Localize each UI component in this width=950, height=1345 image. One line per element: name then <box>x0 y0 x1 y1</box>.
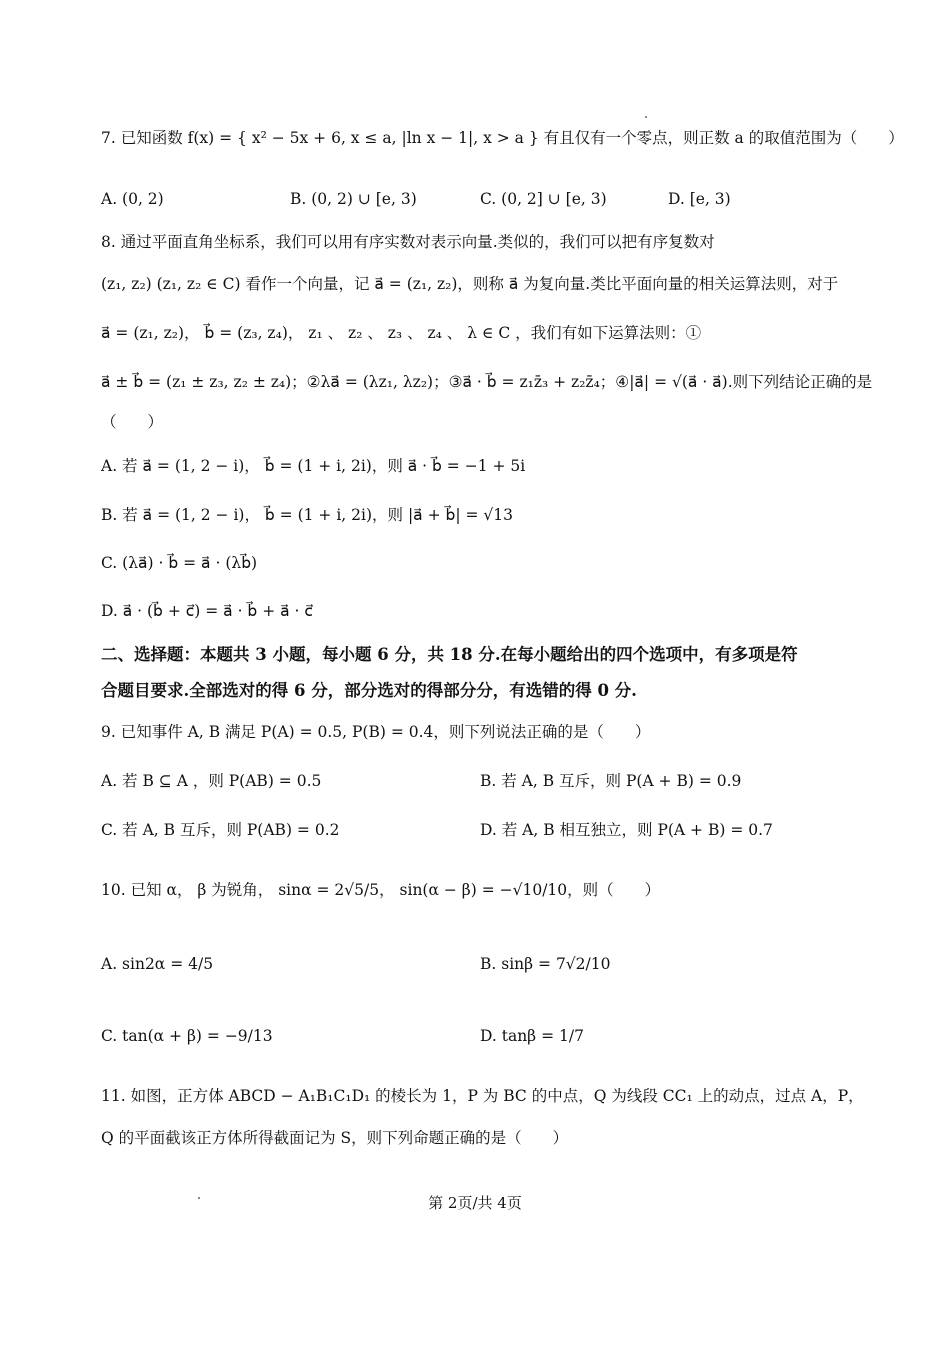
q10-option-a: A. sin2α = 4/5 <box>101 955 214 973</box>
q8-stem-line1: 8. 通过平面直角坐标系，我们可以用有序实数对表示向量.类似的，我们可以把有序复数对 <box>101 233 715 251</box>
q9-option-b: B. 若 A, B 互斥，则 P(A + B) = 0.9 <box>480 772 742 790</box>
stray-dot <box>645 116 647 118</box>
q10-stem: 10. 已知 α， β 为锐角， sinα = 2√5/5， sin(α − β) = −√10/10，则（ ） <box>101 881 661 899</box>
page-footer: 第 2页/共 4页 <box>428 1194 522 1212</box>
section2-heading-line2: 合题目要求.全部选对的得 6 分，部分选对的得部分分，有选错的得 0 分. <box>101 681 637 700</box>
q7-option-a: A. (0, 2) <box>101 190 164 208</box>
q8-stem-line3: a⃗ = (z₁, z₂)， b⃗ = (z₃, z₄)， z₁ 、 z₂ 、 z₃ 、 z₄ 、 λ ∈ C ，我们有如下运算法则：① <box>101 324 702 342</box>
q7-option-c: C. (0, 2] ∪ [e, 3) <box>480 190 607 208</box>
q10-option-b: B. sinβ = 7√2/10 <box>480 955 611 973</box>
section2-heading-line1: 二、选择题：本题共 3 小题，每小题 6 分，共 18 分.在每小题给出的四个选项中，有多项是符 <box>101 645 798 664</box>
q9-stem: 9. 已知事件 A, B 满足 P(A) = 0.5, P(B) = 0.4，则下列说法正确的是（ ） <box>101 723 651 741</box>
q11-stem-line2: Q 的平面截该正方体所得截面记为 S，则下列命题正确的是（ ） <box>101 1129 569 1147</box>
q9-option-c: C. 若 A, B 互斥，则 P(AB) = 0.2 <box>101 821 340 839</box>
q7-option-b: B. (0, 2) ∪ [e, 3) <box>290 190 417 208</box>
q10-option-c: C. tan(α + β) = −9/13 <box>101 1027 273 1045</box>
q8-stem-line2: (z₁, z₂) (z₁, z₂ ∈ C) 看作一个向量，记 a⃗ = (z₁, z₂)，则称 a⃗ 为复向量.类比平面向量的相关运算法则，对于 <box>101 275 839 293</box>
q8-stem-line4: a⃗ ± b⃗ = (z₁ ± z₃, z₂ ± z₄)；②λa⃗ = (λz₁, λz₂)；③a⃗ · b⃗ = z₁z̄₃ + z₂z̄₄；④|a⃗| = √(a⃗ · a⃗).则下列结论正确的是 <box>101 373 873 391</box>
q8-option-c: C. (λa⃗) · b⃗ = a⃗ · (λb⃗) <box>101 554 258 572</box>
q8-option-d: D. a⃗ · (b⃗ + c⃗) = a⃗ · b⃗ + a⃗ · c⃗ <box>101 602 313 620</box>
q11-stem-line1: 11. 如图，正方体 ABCD − A₁B₁C₁D₁ 的棱长为 1，P 为 BC 的中点，Q 为线段 CC₁ 上的动点，过点 A，P， <box>101 1087 864 1105</box>
q8-option-a: A. 若 a⃗ = (1, 2 − i)， b⃗ = (1 + i, 2i)，则 a⃗ · b⃗ = −1 + 5i <box>101 457 526 475</box>
q9-option-d: D. 若 A, B 相互独立，则 P(A + B) = 0.7 <box>480 821 773 839</box>
q8-stem-line5: （ ） <box>101 413 164 431</box>
q7-stem: 7. 已知函数 f(x) = { x² − 5x + 6, x ≤ a, |ln x − 1|, x > a } 有且仅有一个零点，则正数 a 的取值范围为（ ） <box>101 129 904 147</box>
q9-option-a: A. 若 B ⊆ A ，则 P(AB) = 0.5 <box>101 772 322 790</box>
q7-option-d: D. [e, 3) <box>668 190 731 208</box>
q10-option-d: D. tanβ = 1/7 <box>480 1027 584 1045</box>
q8-option-b: B. 若 a⃗ = (1, 2 − i)， b⃗ = (1 + i, 2i)，则 |a⃗ + b⃗| = √13 <box>101 506 514 524</box>
